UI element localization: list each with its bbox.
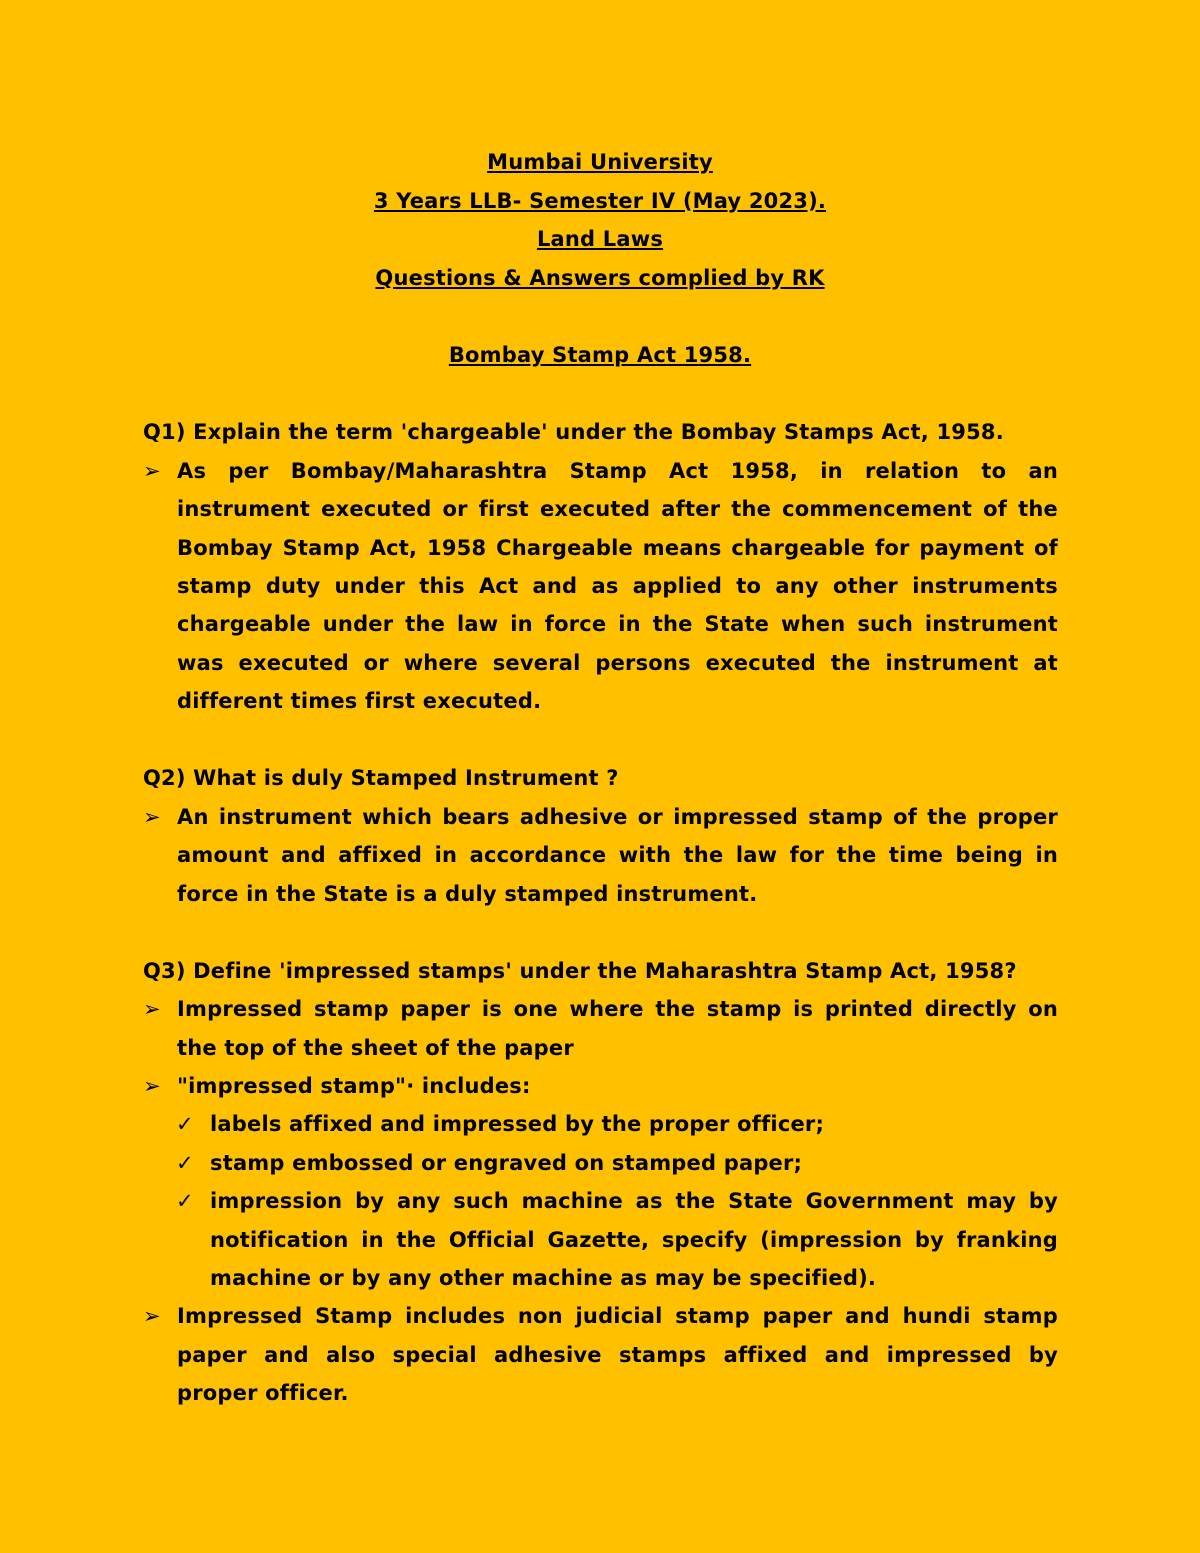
includes-text: stamp embossed or engraved on stamped paper; [210, 1150, 803, 1175]
arrow-bullet-icon: ➢ [143, 804, 161, 829]
question-2: Q2) What is duly Stamped Instrument ? [143, 766, 619, 791]
course-title: 3 Years LLB- Semester IV (May 2023). [373, 188, 827, 213]
includes-item [143, 1105, 1058, 1143]
section-title: Bombay Stamp Act 1958. [448, 342, 752, 367]
arrow-bullet-icon: ➢ [143, 1074, 161, 1098]
university-title: Mumbai University [487, 150, 713, 174]
includes-text: labels affixed and impressed by the proper officer; [210, 1112, 825, 1137]
subject-title: Land Laws [536, 227, 664, 252]
answer-item [143, 1297, 1058, 1412]
checkmark-icon: ✓ [176, 1112, 194, 1137]
qa-content [143, 413, 1058, 1413]
answer-text: As per Bombay/Maharashtra Stamp Act 1958, in relation to an instrument executed or first executed after the commencement of the Bombay Stamp Act, 1958 Chargeable means chargeable for payment of stamp duty under this Act and as applied to any other instruments chargeable under the law in force in the State when such instrument was executed or where several persons executed the instrument at different times first executed. [177, 458, 1058, 714]
answer-text: Impressed Stamp includes non judicial stamp paper and hundi stamp paper and also special adhesive stamps affixed and impressed by proper officer. [177, 1304, 1058, 1406]
compiled-by: Questions & Answers complied by RK [375, 265, 825, 290]
includes-text: impression by any such machine as the State Government may by notification in the Official Gazette, specify (impression by franking machine or by any other machine as may be specified). [210, 1189, 1058, 1291]
arrow-bullet-icon: ➢ [143, 997, 161, 1022]
answer-item [143, 452, 1058, 721]
question-1: Q1) Explain the term 'chargeable' under the Bombay Stamps Act, 1958. [143, 420, 1004, 445]
spacer [0, 297, 1200, 336]
includes-item [143, 1182, 1058, 1297]
arrow-bullet-icon: ➢ [143, 1304, 161, 1329]
answer-item [143, 798, 1058, 913]
checkmark-icon: ✓ [176, 1189, 194, 1214]
spacer [0, 375, 1200, 414]
arrow-bullet-icon: ➢ [143, 458, 161, 483]
answer-item [143, 1067, 1058, 1105]
includes-item [143, 1144, 1058, 1182]
spacer [143, 913, 1058, 952]
answer-text: Impressed stamp paper is one where the stamp is printed directly on the top of the sheet of the paper [177, 997, 1058, 1060]
answer-text: An instrument which bears adhesive or impressed stamp of the proper amount and affixed in accordance with the law for the time being in force in the State is a duly stamped instrument. [177, 804, 1058, 906]
answer-item [143, 990, 1058, 1067]
spacer [143, 721, 1058, 760]
answer-text: "impressed stamp"· includes: [177, 1074, 531, 1098]
question-3: Q3) Define 'impressed stamps' under the Maharashtra Stamp Act, 1958? [143, 958, 1017, 983]
checkmark-icon: ✓ [176, 1150, 194, 1175]
